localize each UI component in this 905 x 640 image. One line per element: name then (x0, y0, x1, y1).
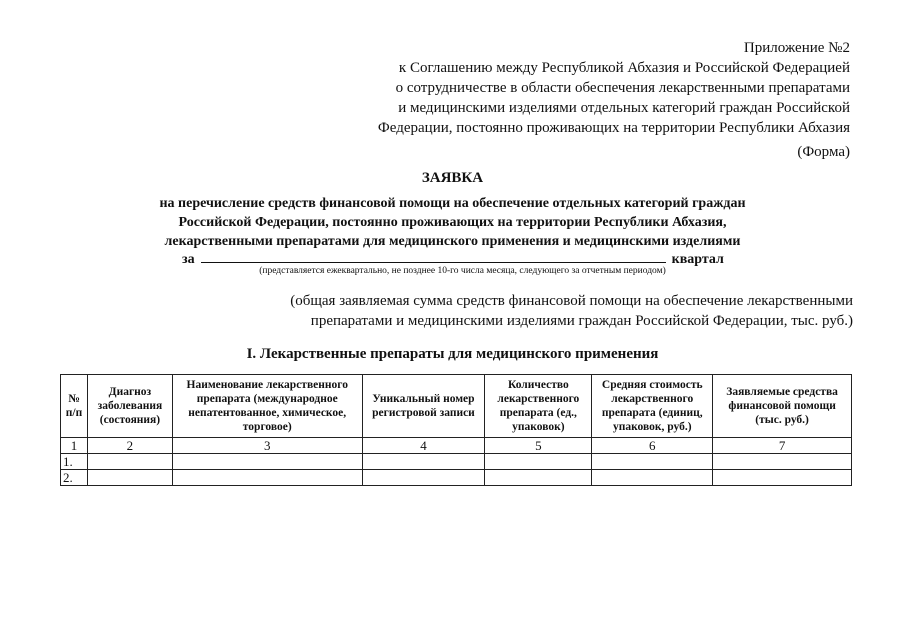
subtitle-line: Российской Федерации, постоянно проживающих на территории Республики Абхазия, (178, 215, 727, 230)
table-cell[interactable] (713, 454, 852, 470)
table-cell[interactable] (87, 470, 172, 486)
header-line: и медицинскими изделиями отдельных категорий граждан Российской (398, 100, 850, 116)
period-field[interactable] (201, 250, 666, 263)
col-header: № п/п (61, 375, 88, 438)
header-line: Приложение №2 (743, 40, 850, 56)
col-header: Заявляемые средства финансовой помощи (тыс. руб.) (713, 375, 852, 438)
col-number: 7 (713, 438, 852, 454)
row-number: 2. (61, 470, 88, 486)
table-cell[interactable] (485, 454, 592, 470)
document-subtitle (0, 194, 905, 251)
form-label: (Форма) (797, 144, 850, 160)
subtitle-line: на перечисление средств финансовой помощи на обеспечение отдельных категорий граждан (159, 196, 746, 211)
col-number: 1 (61, 438, 88, 454)
col-header: Уникальный номер регистровой записи (362, 375, 485, 438)
table-cell[interactable] (172, 470, 362, 486)
table-cell[interactable] (87, 454, 172, 470)
table-cell[interactable] (172, 454, 362, 470)
appendix-header (290, 38, 850, 138)
col-header: Наименование лекарственного препарата (международное непатентованное, химическое, торговое) (172, 375, 362, 438)
total-sum-caption (273, 291, 853, 331)
column-number-row (61, 438, 852, 454)
col-header: Количество лекарственного препарата (ед., упаковок) (485, 375, 592, 438)
table-cell[interactable] (362, 454, 485, 470)
total-line: препаратами и медицинскими изделиями граждан Российской Федерации, тыс. руб.) (310, 313, 853, 329)
col-number: 5 (485, 438, 592, 454)
section-title: I. Лекарственные препараты для медицинского применения (246, 346, 659, 362)
table-header-row (61, 375, 852, 438)
col-number: 6 (592, 438, 713, 454)
col-number: 4 (362, 438, 485, 454)
row-number: 1. (61, 454, 88, 470)
table-cell[interactable] (592, 454, 713, 470)
period-prefix: за (182, 252, 195, 267)
table-cell[interactable] (713, 470, 852, 486)
header-line: к Соглашению между Республикой Абхазия и Российской Федерацией (398, 60, 850, 76)
period-suffix: квартал (671, 252, 724, 267)
col-header: Средняя стоимость лекарственного препарата (единиц, упаковок, руб.) (592, 375, 713, 438)
col-number: 2 (87, 438, 172, 454)
table-cell[interactable] (592, 470, 713, 486)
table-cell[interactable] (362, 470, 485, 486)
table-row (61, 454, 852, 470)
header-line: Федерации, постоянно проживающих на территории Республики Абхазия (377, 120, 850, 136)
total-line: (общая заявляемая сумма средств финансовой помощи на обеспечение лекарственными (290, 293, 853, 309)
period-note: (представляется ежеквартально, не позднее 10-го числа месяца, следующего за отчетным периодом) (259, 266, 666, 276)
table-row (61, 470, 852, 486)
table-cell[interactable] (485, 470, 592, 486)
header-line: о сотрудничестве в области обеспечения лекарственными препаратами (395, 80, 850, 96)
subtitle-line: лекарственными препаратами для медицинского применения и медицинскими изделиями (164, 234, 741, 249)
col-number: 3 (172, 438, 362, 454)
document-title: ЗАЯВКА (421, 170, 484, 186)
medicines-table (60, 374, 852, 486)
col-header: Диагноз заболевания (состояния) (87, 375, 172, 438)
